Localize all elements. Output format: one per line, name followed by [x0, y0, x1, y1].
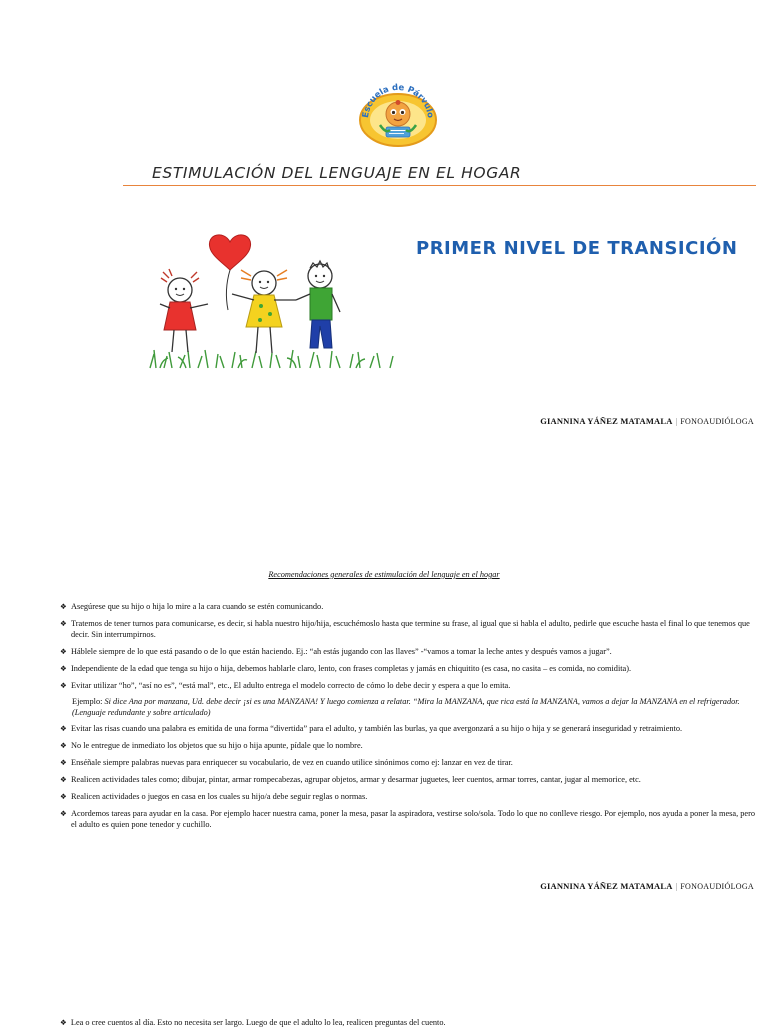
- child-left: [160, 269, 208, 352]
- author-role: FONOAUDIÓLOGA: [680, 417, 754, 426]
- author-name: GIANNINA YÁÑEZ MATAMALA: [540, 416, 673, 426]
- list-item: [60, 619, 758, 640]
- list-item: [60, 647, 758, 658]
- logo-arc-text: Escuela de Párvulo: [361, 82, 436, 119]
- bullet-icon: ❖: [60, 741, 67, 751]
- list-item: [60, 758, 758, 769]
- bullet-icon: ❖: [60, 663, 67, 673]
- bullet-icon: ❖: [60, 809, 67, 819]
- list-item-text: Enséñale siempre palabras nuevas para enriquecer su vocabulario, de vez en cuando utilice sinónimos como ej: lanzar en vez de tirar.: [71, 758, 513, 768]
- list-item: [60, 602, 758, 613]
- author-role: FONOAUDIÓLOGA: [680, 882, 754, 891]
- list-item: [60, 809, 758, 830]
- list-item: [60, 681, 758, 719]
- list-item: [60, 664, 758, 675]
- bullet-icon: ❖: [60, 680, 67, 690]
- signature-separator: |: [675, 416, 678, 426]
- school-logo: [358, 80, 438, 148]
- header-divider: [123, 185, 756, 186]
- author-name: GIANNINA YÁÑEZ MATAMALA: [540, 881, 673, 891]
- section-title: Recomendaciones generales de estimulación del lenguaje en el hogar: [268, 570, 500, 579]
- bullet-icon: ❖: [60, 1018, 67, 1027]
- partial-list-item: [60, 1018, 446, 1027]
- list-item-text: Realicen actividades tales como; dibujar, pintar, armar rompecabezas, agrupar objetos, armar y desarmar juguetes, leer cuentos, armar torres, cantar, jugar al memorice, etc.: [71, 775, 641, 785]
- bullet-icon: ❖: [60, 602, 67, 611]
- list-item: [60, 741, 758, 752]
- page-header-title: ESTIMULACIÓN DEL LENGUAJE EN EL HOGAR: [152, 164, 522, 182]
- signature-separator: |: [675, 881, 678, 891]
- list-item-text: No le entregue de inmediato los objetos que su hijo o hija apunte, pídale que lo nombre.: [71, 741, 363, 751]
- list-item: [60, 775, 758, 786]
- example-block: [71, 697, 758, 718]
- bullet-icon: ❖: [60, 758, 67, 768]
- author-signature-footer: [540, 881, 754, 891]
- list-item-text: Evitar utilizar “ho”, “así no es”, “está mal”, etc., El adulto entrega el modelo correcto de cómo lo debe decir y espera a que lo emita.: [71, 680, 511, 690]
- child-middle: [232, 270, 296, 353]
- example-text: Si dice Ana por manzana, Ud. debe decir ¡si es una MANZANA! Y luego comienza a relatar. “Mira la MANZANA, que rica está la MANZANA, vamos a dejar la MANZANA en el refrigerador. (Lenguaje redundante y sobre articulado): [72, 697, 740, 717]
- list-item-text: Independiente de la edad que tenga su hijo o hija, debemos hablarle claro, lento, con frases completas y jamás en chiquitito (es casa, no casita – es comida, no comidita).: [71, 663, 632, 673]
- list-item-text: Asegúrese que su hijo o hija lo mire a la cara cuando se estén comunicando.: [71, 602, 324, 611]
- bullet-icon: ❖: [60, 646, 67, 656]
- list-item-text: Háblele siempre de lo que está pasando o de lo que están haciendo. Ej.: “ah estás jugando con las llaves” -“vamos a tomar la leche antes y después vamos a jugar”.: [71, 646, 612, 656]
- recommendations-list: [60, 602, 758, 837]
- list-item-text: Evitar las risas cuando una palabra es emitida de una forma “divertida” para el adulto, y también las burlas, ya que avergonzará a su hijo o hija y se generará inseguridad y retraimiento.: [71, 723, 683, 733]
- bullet-icon: ❖: [60, 619, 67, 629]
- list-item-text: Realicen actividades o juegos en casa en los cuales su hijo/a debe seguir reglas o normas.: [71, 792, 368, 802]
- author-signature: [540, 416, 754, 426]
- level-title: PRIMER NIVEL DE TRANSICIÓN: [416, 238, 738, 259]
- child-right: [296, 261, 340, 348]
- children-drawing-illustration: [120, 228, 410, 376]
- bullet-icon: ❖: [60, 775, 67, 785]
- list-item-text: Acordemos tareas para ayudar en la casa. Por ejemplo hacer nuestra cama, poner la mesa, pasar la aspiradora, vestirse solo/sola. Todo lo que no conlleve riesgo. Por ejemplo, nos ayuda a poner la mesa, pero el adulto es quien pone tenedor y cuchillo.: [71, 809, 755, 829]
- list-item-text: Tratemos de tener turnos para comunicarse, es decir, si habla nuestro hijo/hija, escuchémoslo hasta que termine su frase, al igual que si habla el adulto, pedirle que escuche hasta el final lo que tenemos que decir. Sin interrumpirnos.: [71, 619, 750, 639]
- bullet-icon: ❖: [60, 792, 67, 802]
- list-item: [60, 724, 758, 735]
- example-label: Ejemplo:: [72, 697, 105, 707]
- list-item: [60, 792, 758, 803]
- list-item-text: Lea o cree cuentos al día. Esto no necesita ser largo. Luego de que el adulto lo lea, realicen preguntas del cuento.: [70, 1018, 446, 1027]
- bullet-icon: ❖: [60, 723, 67, 733]
